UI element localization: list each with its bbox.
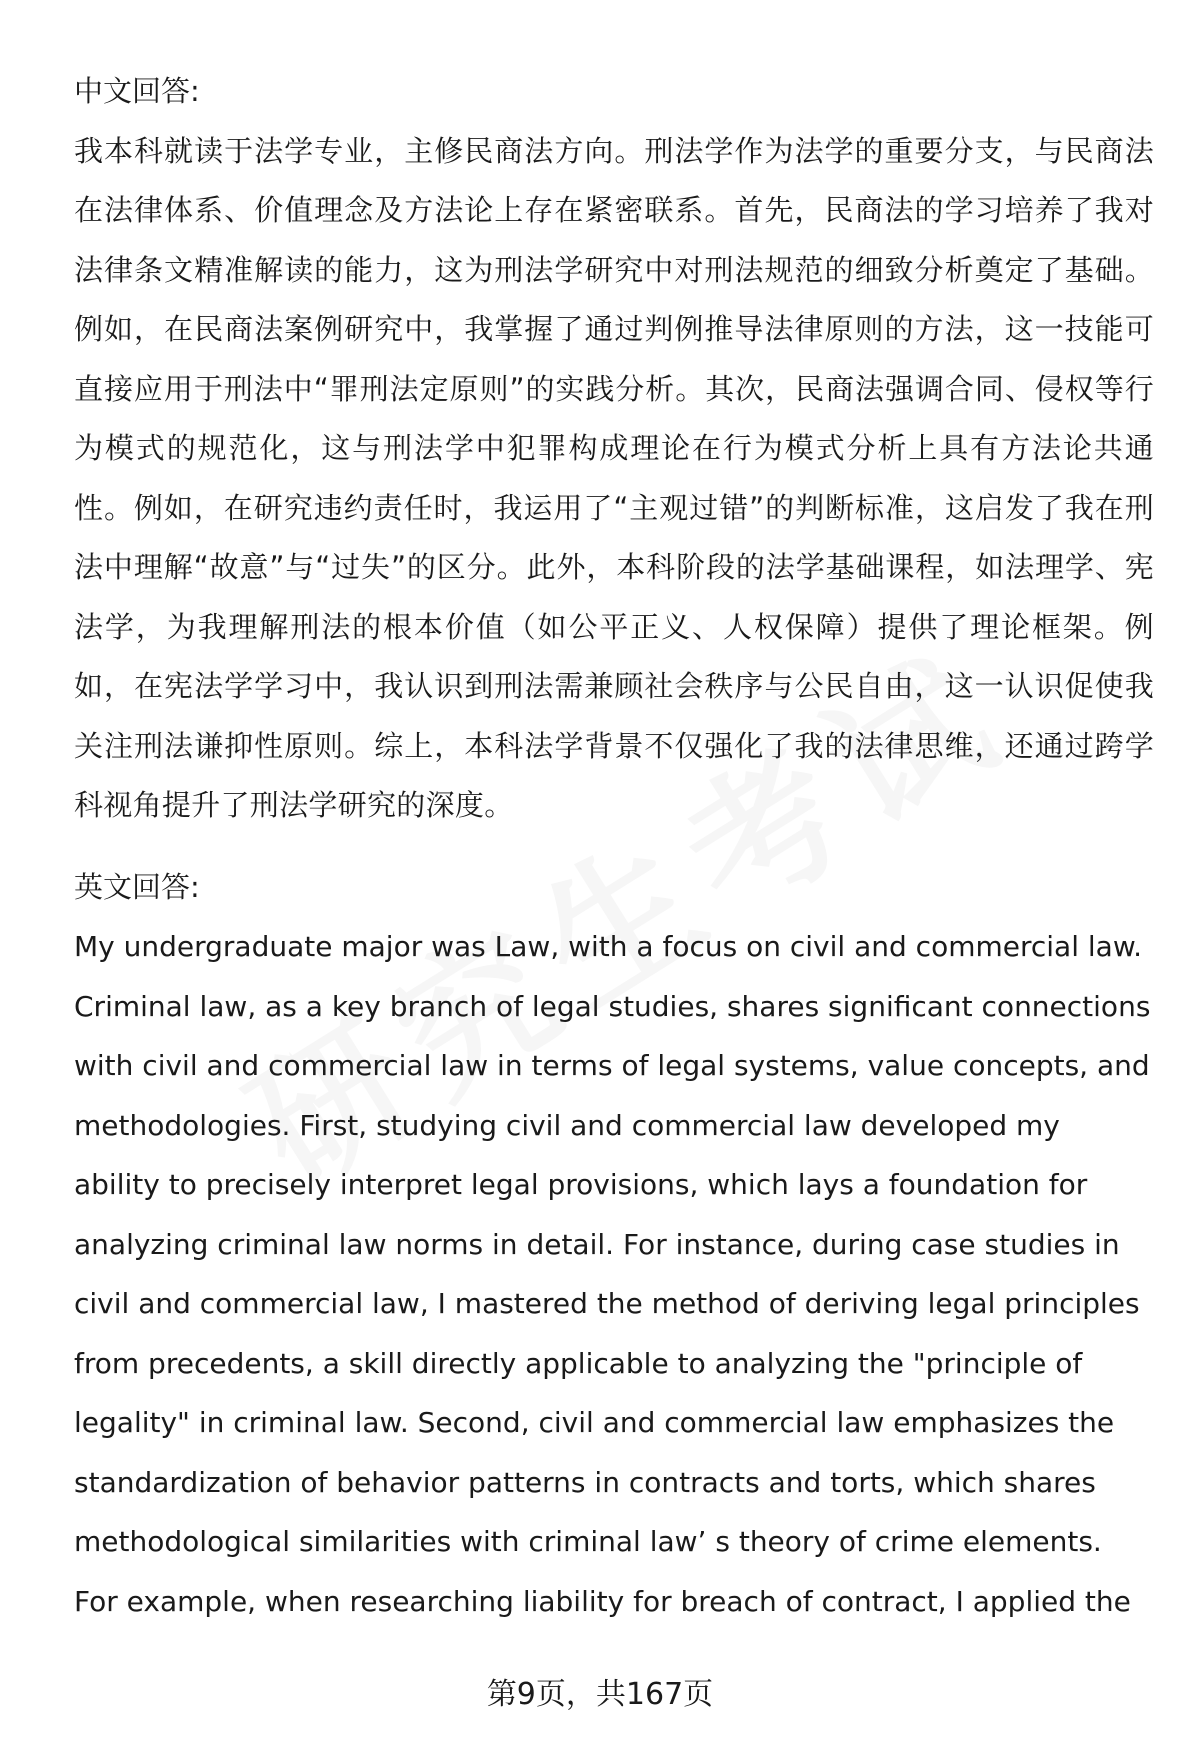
english-answer-body: My undergraduate major was Law, with a focus on civil and commercial law. Criminal law, as a key branch of legal studies, shares significant connections with civil and commercial law in terms of legal systems, value concepts, and methodologies. First, studying civil and commercial law developed my ability to precisely interpret legal provisions, which lays a foundation for analyzing criminal law norms in detail. For instance, during case studies in civil and commercial law, I mastered the method of deriving legal principles from precedents, a skill directly applicable to analyzing the "principle of legality" in criminal law. Second, civil and commercial law emphasizes the standardization of behavior patterns in contracts and torts, which shares methodological similarities with criminal law’ s theory of crime elements. For example, when researching liability for breach of contract, I applied the <box>74 930 1151 1618</box>
chinese-answer-body: 我本科就读于法学专业，主修民商法方向。刑法学作为法学的重要分支，与民商法在法律体系、价值理念及方法论上存在紧密联系。首先，民商法的学习培养了我对法律条文精准解读的能力，这为刑法学研究中对刑法规范的细致分析奠定了基础。例如，在民商法案例研究中，我掌握了通过判例推导法律原则的方法，这一技能可直接应用于刑法中“罪刑法定原则”的实践分析。其次，民商法强调合同、侵权等行为模式的规范化，这与刑法学中犯罪构成理论在行为模式分析上具有方法论共通性。例如，在研究违约责任时，我运用了“主观过错”的判断标准，这启发了我在刑法中理解“故意”与“过失”的区分。此外，本科阶段的法学基础课程，如法理学、宪法学，为我理解刑法的根本价值（如公平正义、人权保障）提供了理论框架。例如，在宪法学学习中，我认识到刑法需兼顾社会秩序与公民自由，这一认识促使我关注刑法谦抑性原则。综上，本科法学背景不仅强化了我的法律思维，还通过跨学科视角提升了刑法学研究的深度。 <box>74 133 1154 822</box>
page-number-footer: 第9页，共167页 <box>486 1677 714 1712</box>
document-content <box>74 62 1154 1631</box>
english-answer-heading: 英文回答: <box>74 869 200 904</box>
chinese-answer-heading: 中文回答: <box>74 74 200 108</box>
